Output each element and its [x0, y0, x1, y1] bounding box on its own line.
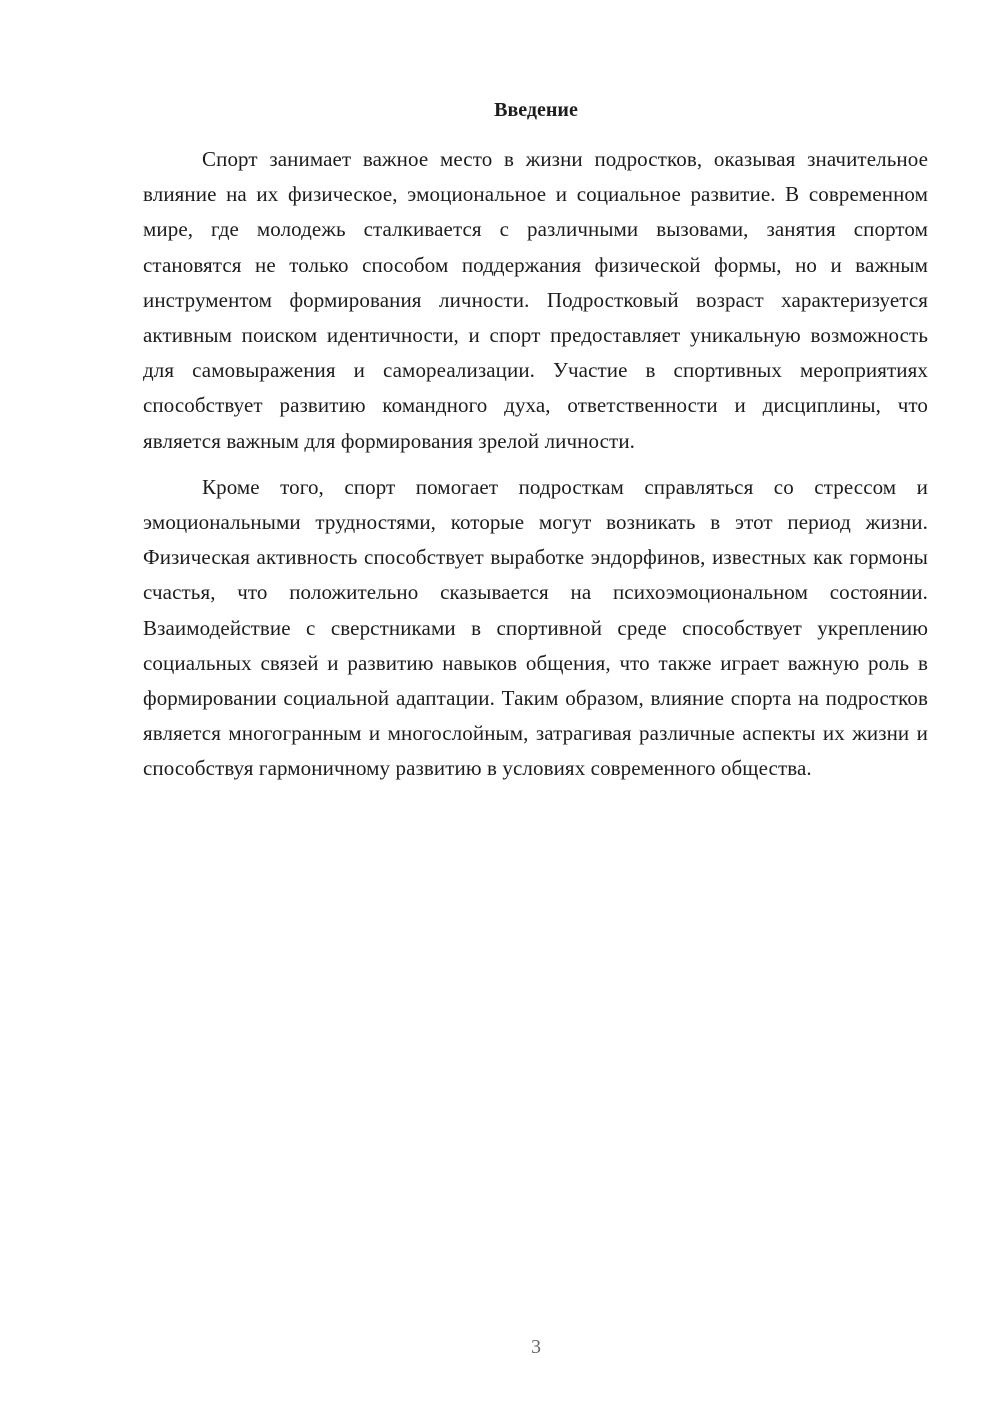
body-text: [143, 142, 928, 787]
page-number: 3: [531, 1336, 541, 1358]
paragraph-2: Кроме того, спорт помогает подросткам справляться со стрессом и эмоциональными трудностями, которые могут возникать в этот период жизни. Физическая активность способствует выработке эндорфинов, известных как гормоны счастья, что положительно сказывается на психоэмоциональном состоянии. Взаимодействие с сверстниками в спортивной среде способствует укреплению социальных связей и развитию навыков общения, что также играет важную роль в формировании социальной адаптации. Таким образом, влияние спорта на подростков является многогранным и многослойным, затрагивая различные аспекты их жизни и способствуя гармоничному развитию в условиях современного общества.: [143, 474, 928, 781]
section-title: Введение: [494, 99, 578, 121]
paragraph-1: Спорт занимает важное место в жизни подростков, оказывая значительное влияние на их физическое, эмоциональное и социальное развитие. В современном мире, где молодежь сталкивается с различными вызовами, занятия спортом становятся не только способом поддержания физической формы, но и важным инструментом формирования личности. Подростковый возраст характеризуется активным поиском идентичности, и спорт предоставляет уникальную возможность для самовыражения и самореализации. Участие в спортивных мероприятиях способствует развитию командного духа, ответственности и дисциплины, что является важным для формирования зрелой личности.: [143, 147, 928, 453]
